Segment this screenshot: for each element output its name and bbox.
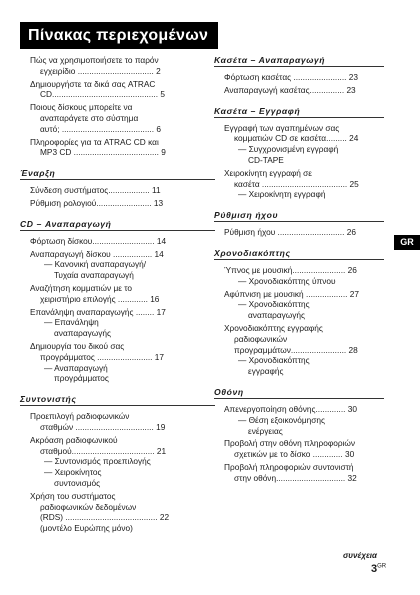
toc-subentry-line: αναπαραγωγής	[248, 310, 306, 321]
toc-entry-line: Αναπαραγωγή δίσκου ................. 14	[30, 248, 164, 259]
toc-entry	[214, 462, 384, 484]
toc-subentry-line: — Χρονοδιακόπτης	[238, 355, 310, 366]
toc-entry-line: Ρύθμιση ρολογιού........................ 13	[30, 197, 164, 208]
toc-subentry-line: — Συντονισμός προεπιλογής	[44, 456, 151, 467]
toc-entry	[20, 249, 215, 281]
toc-subentry-line: — Συγχρονισμένη εγγραφή	[238, 144, 339, 155]
toc-entry-line: προγράμματος ........................ 17	[40, 351, 165, 362]
toc-subentry-line: — Χειροκίνητη εγγραφή	[238, 189, 326, 200]
toc-section	[20, 168, 215, 209]
toc-entry	[214, 85, 384, 96]
toc-section	[214, 248, 384, 377]
toc-entry	[20, 102, 215, 134]
toc-entry	[20, 198, 215, 209]
toc-entry-line: Χρονοδιακόπτης εγγραφής	[224, 322, 323, 333]
toc-entry-line: προγραμμάτων........................ 28	[234, 344, 358, 355]
toc-entry-line: Αναζήτηση κομματιών με το	[30, 282, 133, 293]
toc-subentry-line: εγγραφής	[248, 366, 284, 377]
toc-section	[20, 219, 215, 384]
toc-entry-line: CD.............................................. 5	[40, 89, 165, 100]
toc-entry-line: ραδιοφωνικών	[234, 333, 288, 344]
toc-entry	[20, 137, 215, 159]
toc-entry-line: Πώς να χρησιμοποιήσετε το παρόν	[30, 55, 159, 65]
toc-entry-line: αυτό; ........................................ 6	[40, 123, 161, 134]
toc-entry-line: Ρύθμιση ήχου ............................. 26	[224, 227, 356, 238]
continue-label: συνέχεια	[343, 551, 377, 560]
section-heading: Οθόνη	[214, 387, 384, 399]
toc-entry	[214, 168, 384, 200]
toc-entry-line: σταθμού.................................... 21	[40, 445, 167, 456]
toc-subentry	[214, 299, 384, 321]
toc-subentry	[214, 144, 384, 166]
toc-entry	[20, 79, 215, 101]
toc-entry-line: Προεπιλογή ραδιοφωνικών	[30, 411, 130, 422]
toc-entry-line: αναπαράγετε στο σύστημα	[40, 112, 139, 123]
toc-entry-line: σταθμών .................................. 19	[40, 421, 166, 432]
toc-subentry-line: προγράμματος	[54, 373, 109, 384]
page-title: Πίνακας περιεχομένων	[20, 22, 218, 49]
toc-entry-line: Ακρόαση ραδιοφωνικού	[30, 434, 118, 445]
toc-entry	[20, 283, 215, 305]
toc-entry-line: Αφύπνιση με μουσική .................. 27	[224, 288, 359, 299]
toc-section	[20, 394, 215, 534]
toc-subentry	[214, 189, 384, 200]
toc-entry	[20, 491, 215, 534]
toc-subentry	[214, 355, 384, 377]
toc-entry	[20, 435, 215, 489]
toc-entry-line: Σύνδεση συστήματος.................. 11	[30, 185, 161, 196]
toc-entry-line: στην οθόνη.............................. 32	[234, 472, 357, 483]
toc-left-column	[20, 55, 215, 544]
toc-entry	[214, 72, 384, 83]
toc-subentry-line: — Χειροκίνητος	[44, 467, 102, 478]
toc-entry	[20, 307, 215, 339]
toc-intro-section	[20, 55, 215, 158]
section-heading: Έναρξη	[20, 168, 215, 180]
toc-entry-line: σχετικών με το δίσκο ............. 30	[234, 449, 355, 460]
toc-subentry-line: — Χρονοδιακόπτης	[238, 299, 310, 310]
toc-entry	[214, 265, 384, 287]
toc-entry-line: Εγγραφή των αγαπημένων σας	[224, 122, 340, 133]
toc-entry-line: εγχειρίδιο ................................. 2	[40, 65, 161, 76]
toc-subentry	[20, 363, 215, 385]
toc-subentry	[214, 415, 384, 437]
toc-entry	[214, 323, 384, 377]
section-heading: Ρύθμιση ήχου	[214, 210, 384, 222]
page-number-value: 3	[371, 563, 378, 575]
toc-subentry-line: συντονισμός	[54, 477, 101, 488]
toc-entry-line: Προβολή στην οθόνη πληροφοριών	[224, 438, 356, 449]
toc-entry	[20, 55, 215, 77]
toc-subentry	[20, 317, 215, 339]
language-tab: GR	[394, 235, 420, 250]
toc-entry-line: κομματιών CD σε κασέτα......... 24	[234, 133, 359, 144]
toc-entry-line: Πληροφορίες για τα ATRAC CD και	[30, 136, 159, 147]
page-number-suffix: GR	[377, 563, 387, 570]
toc-section	[214, 106, 384, 201]
section-heading: Χρονοδιακόπτης	[214, 248, 384, 260]
toc-subentry	[20, 467, 215, 489]
toc-entry	[20, 411, 215, 433]
toc-subentry-line: — Θέση εξοικονόμησης	[238, 414, 325, 425]
toc-subentry-line: αναπαραγωγής	[54, 328, 112, 339]
toc-entry-line: Φόρτωση δίσκου........................... 14	[30, 235, 167, 246]
toc-entry	[20, 236, 215, 247]
toc-section	[214, 387, 384, 484]
toc-subentry-line: — Χρονοδιακόπτης ύπνου	[238, 275, 336, 286]
toc-subentry	[20, 259, 215, 281]
toc-subentry-line: — Αναπαραγωγή	[44, 362, 108, 373]
toc-entry-line: Ύπνος με μουσική....................... 26	[224, 264, 357, 275]
toc-entry-line: Απενεργοποίηση οθόνης............. 30	[224, 403, 357, 414]
toc-entry-line: χειριστήριο επιλογής ............. 16	[40, 293, 160, 304]
section-heading: Συντονιστής	[20, 394, 215, 406]
toc-entry-line: Χρήση του συστήματος	[30, 490, 116, 501]
toc-entry-line: Χειροκίνητη εγγραφή σε	[224, 167, 312, 178]
toc-subentry-line: CD-TAPE	[248, 154, 284, 165]
section-heading: Κασέτα – Εγγραφή	[214, 106, 384, 118]
section-heading: CD – Αναπαραγωγή	[20, 219, 215, 231]
toc-entry-line: Δημιουργία του δικού σας	[30, 340, 125, 351]
toc-entry-line: Προβολή πληροφοριών συντονιστή	[224, 461, 354, 472]
toc-entry-line: Επανάληψη αναπαραγωγής ........ 17	[30, 306, 166, 317]
toc-section	[214, 210, 384, 238]
toc-entry-line: ραδιοφωνικών δεδομένων	[40, 501, 137, 512]
toc-entry-line: (μοντέλο Ευρώπης μόνο)	[40, 523, 133, 534]
toc-entry	[214, 227, 384, 238]
toc-right-column	[214, 55, 384, 494]
toc-entry	[20, 185, 215, 196]
toc-section	[214, 55, 384, 96]
toc-entry	[214, 289, 384, 321]
toc-entry-line: Φόρτωση κασέτας ....................... 23	[224, 72, 358, 82]
toc-entry	[214, 438, 384, 460]
toc-subentry-line: ενέργειας	[248, 425, 283, 436]
toc-entry-line: Δημιουργήστε τα δικά σας ATRAC	[30, 78, 156, 89]
toc-entry	[20, 341, 215, 384]
toc-entry	[214, 404, 384, 436]
toc-subentry-line: — Επανάληψη	[44, 317, 99, 328]
toc-subentry	[20, 456, 215, 467]
toc-entry-line: κασέτα ..................................... 25	[234, 178, 359, 189]
page-number	[371, 563, 386, 575]
toc-entry	[214, 123, 384, 166]
toc-entry-line: (RDS) ........................................ 22	[40, 512, 170, 523]
toc-subentry-line: Τυχαία αναπαραγωγή	[54, 270, 134, 281]
toc-entry-line: MP3 CD ..................................... 9	[40, 147, 166, 158]
toc-subentry	[214, 276, 384, 287]
section-heading: Κασέτα – Αναπαραγωγή	[214, 55, 384, 67]
toc-entry-line: Αναπαραγωγή κασέτας............... 23	[224, 84, 356, 95]
toc-entry-line: Ποιους δίσκους μπορείτε να	[30, 102, 133, 113]
toc-subentry-line: — Κανονική αναπαραγωγή/	[44, 259, 147, 270]
